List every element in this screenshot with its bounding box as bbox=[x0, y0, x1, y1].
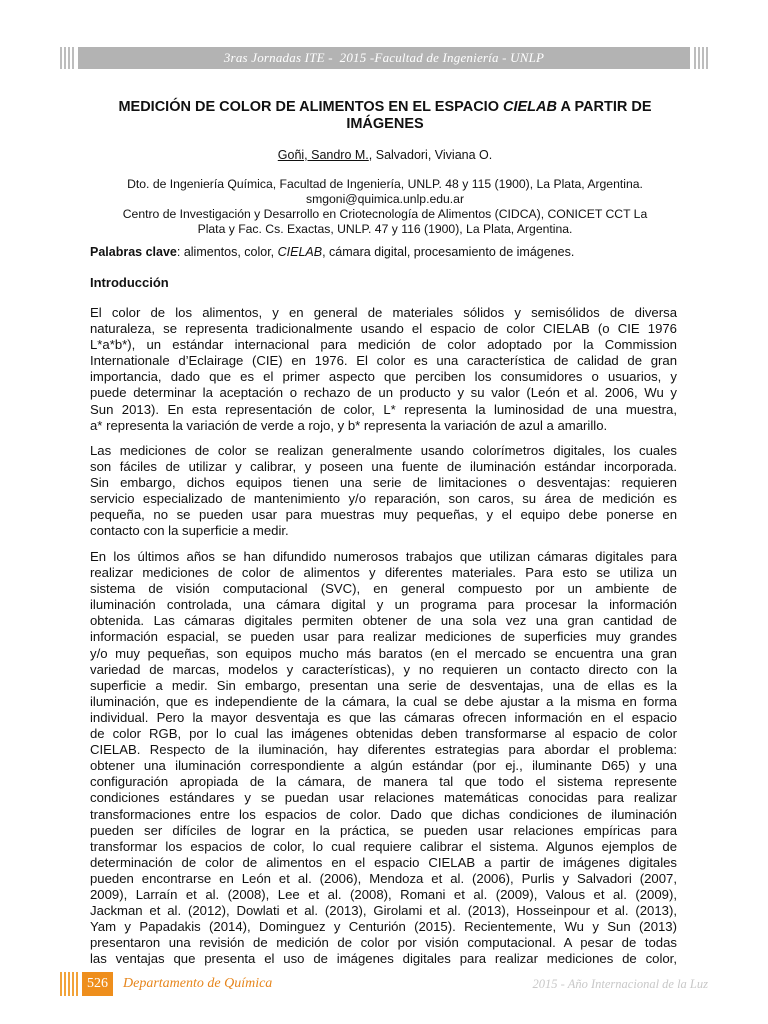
text-line: determinación de color de alimentos en el espacio CIELAB a partir de imágenes digitales bbox=[90, 854, 677, 870]
title-part1: MEDICIÓN DE COLOR DE ALIMENTOS EN EL ESPACIO bbox=[118, 99, 504, 115]
keywords-after: , cámara digital, procesamiento de imágenes. bbox=[322, 245, 575, 259]
text-line: información espacial, se pueden usar para realizar mediciones de superficies muy grandes bbox=[90, 629, 677, 645]
text-line: El color de los alimentos, y en general de materiales sólidos y semisólidos de diversa bbox=[90, 305, 677, 320]
text-line: y/o muy pequeñas, son equipos mucho más baratos (en el mercado se encuentra una gran bbox=[90, 645, 677, 661]
affiliation-line: Dto. de Ingeniería Química, Facultad de Ingeniería, UNLP. 48 y 115 (1900), La Plata, Argentina. bbox=[127, 177, 643, 191]
text-line: pueden encontrarse en León et al. (2006), Mendoza et al. (2006), Purlis y Salvadori (2007, bbox=[90, 870, 677, 886]
header-text: 3ras Jornadas ITE - 2015 -Facultad de Ingeniería - UNLP bbox=[223, 50, 545, 65]
text-line: Las mediciones de color se realizan generalmente usando colorímetros digitales, los cuales bbox=[90, 443, 677, 458]
text-line: servicio especializado de mantenimiento y/o reparación, son caros, su área de medición es bbox=[90, 491, 677, 507]
text-line: superficie a medir. Sin embargo, presentan una serie de desventajas, una de ellas es la bbox=[90, 677, 677, 693]
text-line: a* representa la variación de verde a rojo, y b* representa la variación de azul a amarillo. bbox=[90, 417, 608, 433]
text-line: L*a*b*), un estándar internacional para medición de color adoptado por la Commission bbox=[90, 337, 677, 353]
affiliations bbox=[96, 177, 674, 237]
main-author: Goñi, Sandro M. bbox=[277, 148, 369, 162]
text-line: 2009), Larraín et al. (2008), Lee et al. (2008), Romani et al. (2009), Valous et al. (2009), bbox=[90, 886, 677, 902]
text-line: sistema de visión computacional (SVC), en general compuesto por un ambiente de bbox=[90, 581, 677, 597]
footer-year: 2015 - Año Internacional de la Luz bbox=[532, 976, 708, 991]
footer-department: Departamento de Química bbox=[123, 976, 273, 991]
keywords-label: Palabras clave bbox=[90, 245, 177, 259]
text-line: de color RGB, por lo cual las imágenes obtenidas deben transformarse al espacio de color bbox=[90, 726, 677, 742]
paragraph-1 bbox=[90, 305, 677, 434]
text-line: naturaleza, se representa tradicionalmente usando el espacio de color CIELAB (o CIE 1976 bbox=[90, 321, 677, 337]
text-line: Sun 2013). En esta representación de color, L* representa la luminosidad de una muestra, bbox=[90, 401, 677, 417]
affiliation-line: Centro de Investigación y Desarrollo en Criotecnología de Alimentos (CIDCA), CONICET CCT La bbox=[122, 207, 648, 221]
text-line: transformaciones entre los espacios de color. Dado que dichas condiciones de iluminación bbox=[90, 806, 677, 822]
text-line: Internationale d’Eclairage (CIE) en 1976. El color es una característica de calidad de gran bbox=[90, 353, 677, 369]
text-line: condiciones estándares y se puedan usar relaciones matemáticas conocidas para realizar bbox=[90, 790, 677, 806]
paragraph-3 bbox=[90, 549, 677, 967]
footer bbox=[60, 972, 708, 996]
text-line: puede determinar la aceptación o rechazo de un producto y su valor (León et al. 2006, Wu y bbox=[90, 385, 677, 401]
header-bar bbox=[78, 47, 690, 69]
keywords-before: : alimentos, color, bbox=[176, 245, 278, 259]
text-line: las ventajas que presenta el uso de imágenes digitales para realizar mediciones de color, bbox=[90, 951, 677, 967]
text-line: Yam y Papadakis (2014), Dominguez y Centurión (2015). Recientemente, Wu y Sun (2013) bbox=[90, 919, 677, 935]
text-line: configuración apropiada de la cámara, de manera tal que todo el sistema represente bbox=[90, 774, 677, 790]
text-line: contacto con la superficie a medir. bbox=[90, 523, 289, 539]
text-line: iluminación, que es independiente de la cámara, la cual se debe ajustar a la misma en forma bbox=[90, 693, 677, 709]
text-line: realizar mediciones de color de alimentos y diferentes materiales. Para esto se utiliza un bbox=[90, 565, 677, 581]
text-line: Jackman et al. (2012), Dowlati et al. (2013), Girolami et al. (2013), Hosseinpour et al. (2013), bbox=[90, 903, 677, 919]
header-left-stripes bbox=[60, 47, 74, 69]
text-line: CIELAB. Respecto de la iluminación, hay diferentes estrategias para abordar el problema: bbox=[90, 742, 677, 758]
text-line: pueden ser difíciles de lograr en la práctica, se pueden usar relaciones empíricas para bbox=[90, 822, 677, 838]
text-line: obtenida. Las cámaras digitales permiten obtener de una sola vez una gran cantidad de bbox=[90, 613, 677, 629]
keywords-italic: CIELAB bbox=[277, 245, 323, 259]
text-line: individual. Pero la mayor desventaja es que las cámaras ofrecen información en el espacio bbox=[90, 709, 677, 725]
header-band bbox=[60, 47, 708, 69]
text-line: En los últimos años se han difundido numerosos trabajos que utilizan cámaras digitales para bbox=[90, 549, 677, 564]
text-line: Sin embargo, dichos equipos tienen una serie de limitaciones o desventajas: requieren bbox=[90, 475, 677, 491]
author-email: smgoni@quimica.unlp.edu.ar bbox=[305, 192, 465, 206]
section-heading: Introducción bbox=[90, 275, 169, 290]
page-number: 526 bbox=[82, 972, 113, 996]
text-line: importancia, dado que es el primer aspecto que perciben los consumidores o usuarios, y bbox=[90, 369, 677, 385]
text-line: presentaron una revisión de medición de color por visión computacional. A pesar de todas bbox=[90, 935, 677, 951]
text-line: iluminación controlada, una cámara digital y un programa para procesar la información bbox=[90, 597, 677, 613]
authors bbox=[90, 148, 680, 162]
title-italic: CIELAB bbox=[503, 99, 557, 115]
footer-stripes bbox=[60, 972, 78, 996]
other-authors: , Salvadori, Viviana O. bbox=[368, 148, 493, 162]
affiliation-line: Plata y Fac. Cs. Exactas, UNLP. 47 y 116 (1900), La Plata, Argentina. bbox=[197, 222, 573, 236]
paragraph-2 bbox=[90, 443, 677, 540]
text-line: pequeña, no se pueden usar para muestras muy pequeñas, y el equipo debe ponerse en bbox=[90, 507, 677, 523]
text-line: obtener una iluminación correspondiente a algún estándar (por ej., iluminante D65) y una bbox=[90, 758, 677, 774]
text-line: son fáciles de utilizar y calibrar, y poseen una fuente de iluminación estándar incorporada. bbox=[90, 459, 677, 475]
text-line: transformar los espacios de color, lo cual requiere calibrar el sistema. Algunos ejemplos de bbox=[90, 838, 677, 854]
keywords bbox=[90, 245, 680, 259]
text-line: variedad de marcas, modelos y características), y no requieren un contacto directo con la bbox=[90, 661, 677, 677]
title-part2: A PARTIR DE IMÁGENES bbox=[346, 99, 652, 132]
header-right-stripes bbox=[694, 47, 708, 69]
paper-title bbox=[90, 99, 680, 133]
